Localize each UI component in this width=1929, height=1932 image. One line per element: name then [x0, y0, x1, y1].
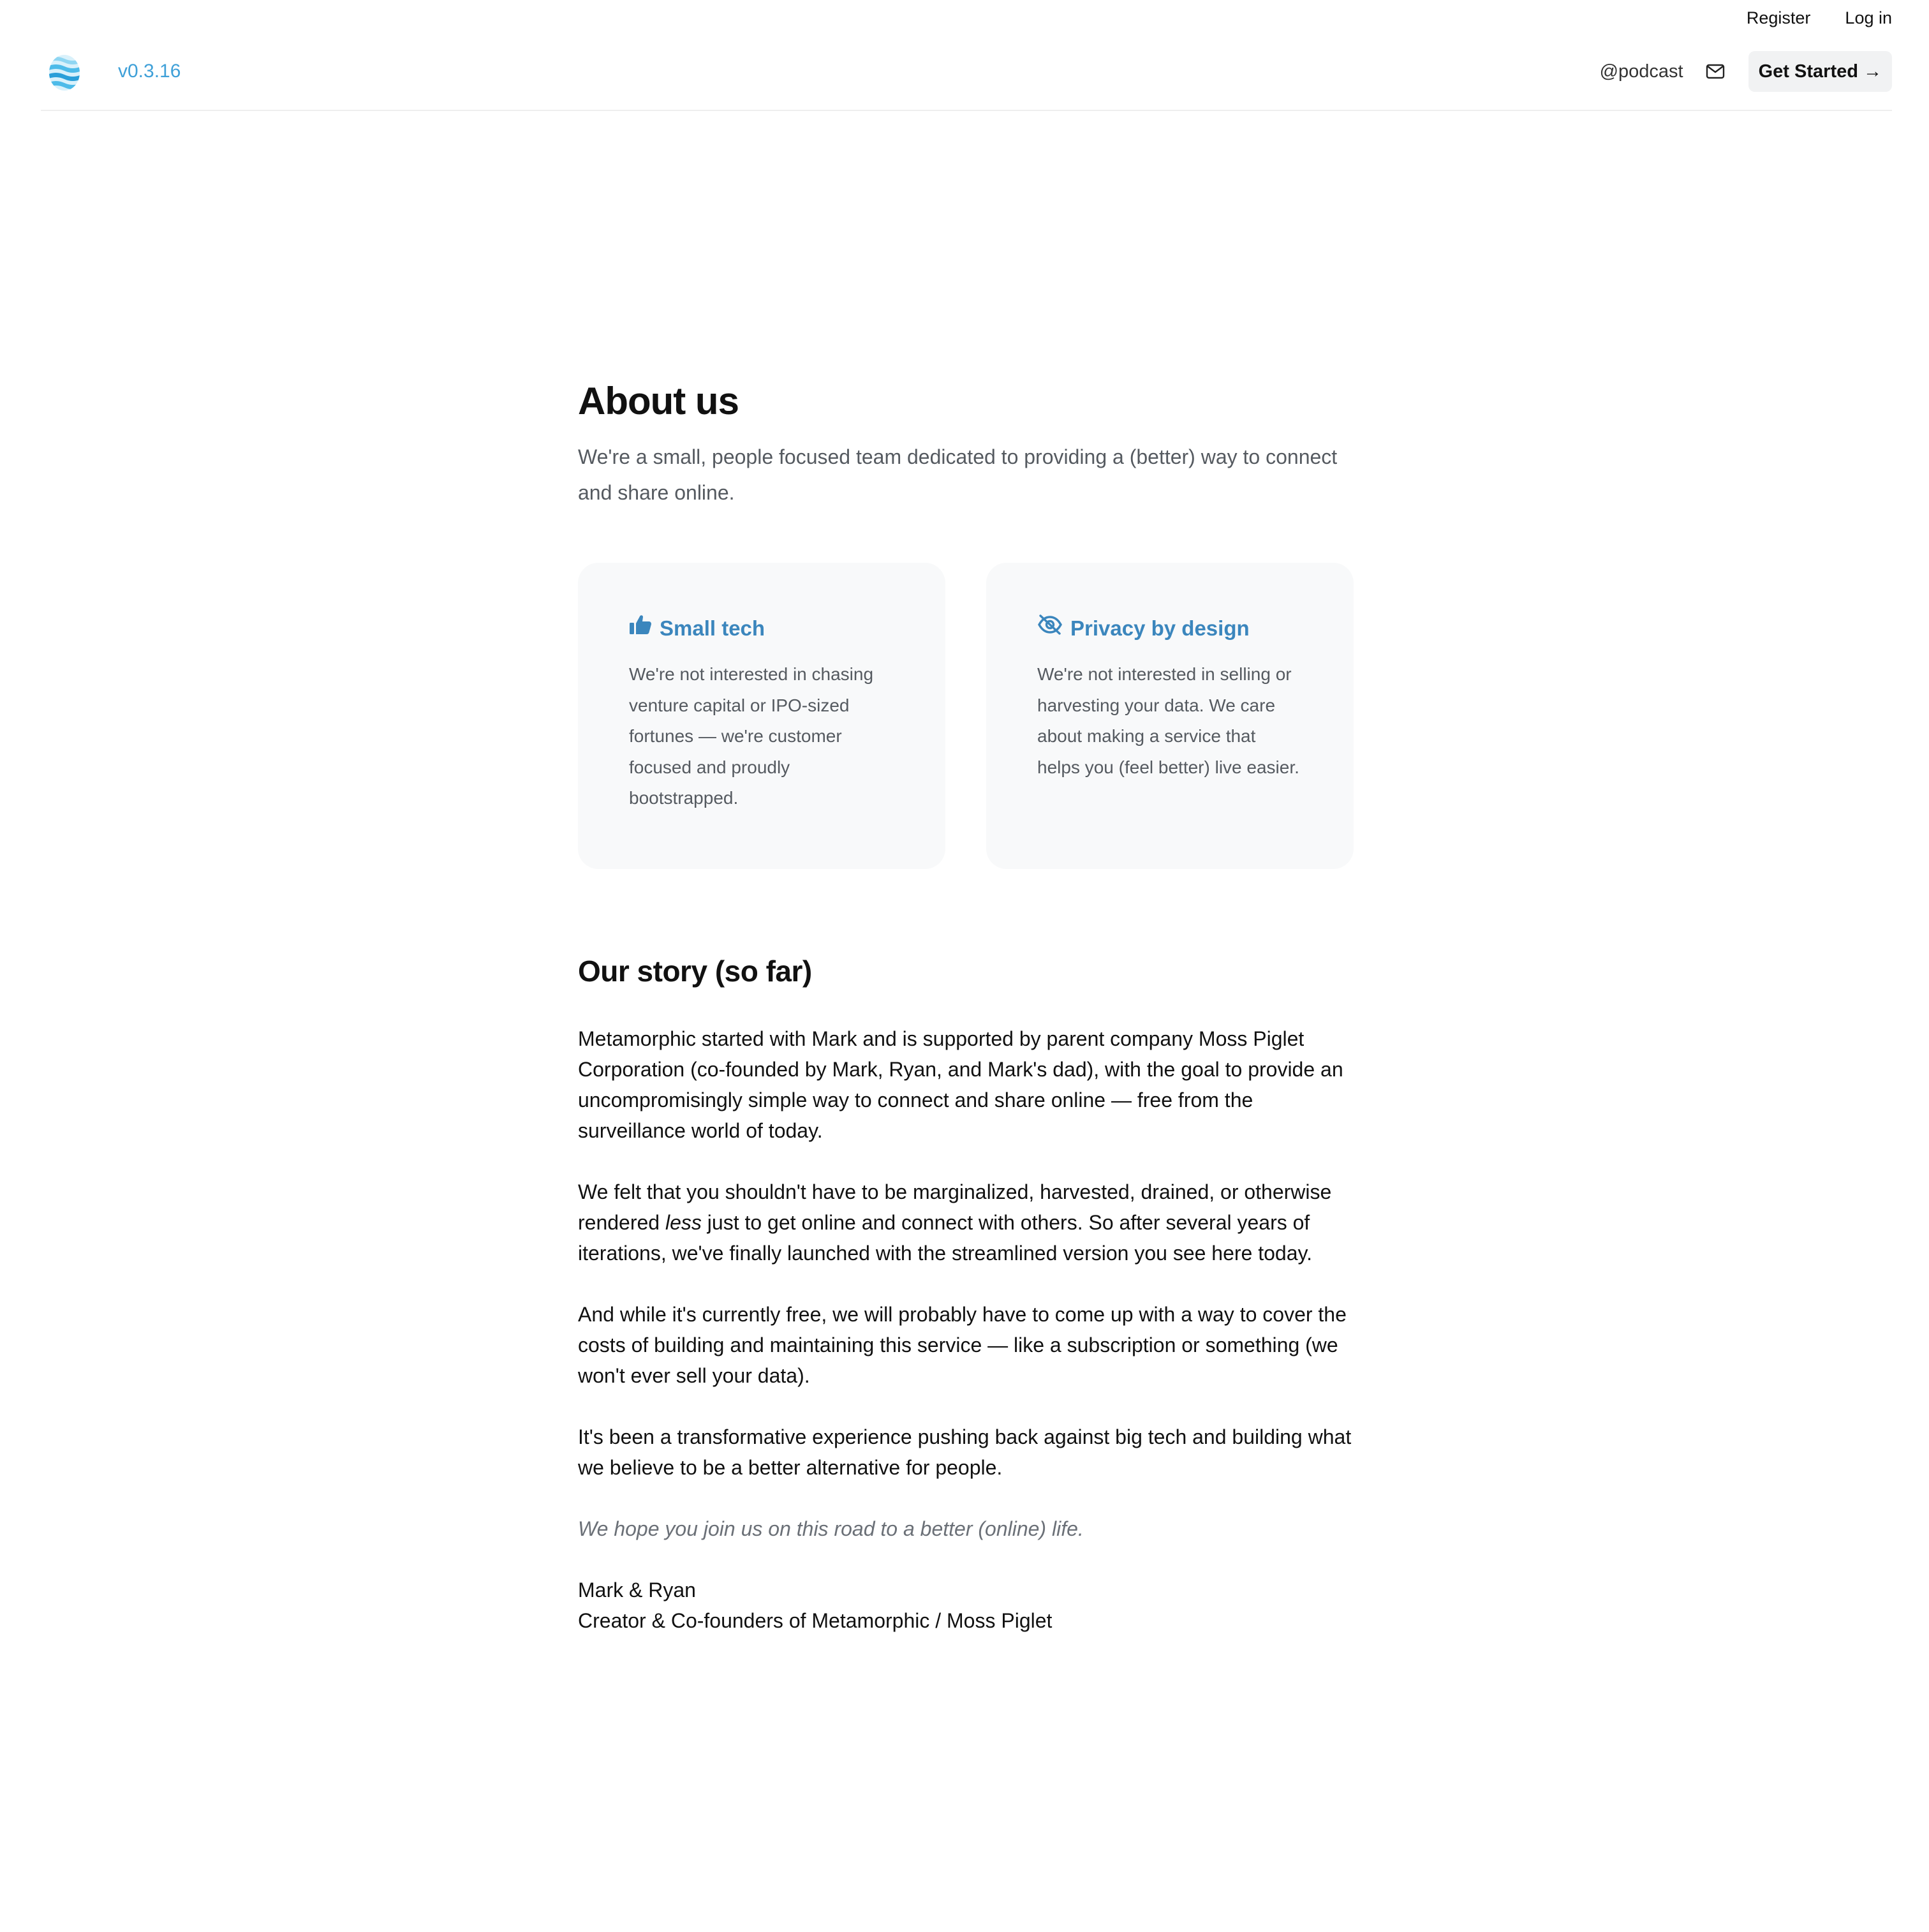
signature-name: Mark & Ryan — [578, 1579, 696, 1601]
get-started-button[interactable]: Get Started → — [1748, 51, 1892, 92]
signature-role: Creator & Co-founders of Metamorphic / Moss Piglet — [578, 1609, 1053, 1632]
story-paragraph-1: Metamorphic started with Mark and is supported by parent company Moss Piglet Corporation (co-founded by Mark, Ryan, and Mark's dad), with the goal to provide an uncompromisingly simple way to connect and share online — free from the surveillance world of today. — [578, 1027, 1343, 1142]
feature-card-small-tech — [578, 563, 945, 869]
signature — [578, 1575, 1359, 1636]
story-paragraph-4: It's been a transformative experience pushing back against big tech and building what we believe to be a better alternative for people. — [578, 1425, 1352, 1479]
card-title: Privacy by design — [1070, 616, 1250, 640]
story-paragraph-2-start: We felt that you shouldn't have to be marginalized, harvested, drained, or otherwise rendered — [578, 1180, 1332, 1234]
story-closing: We hope you join us on this road to a better (online) life. — [578, 1517, 1084, 1540]
story-paragraph-3: And while it's currently free, we will probably have to come up with a way to cover the costs of building and maintaining this service — like a subscription or something (we won't ever sell your data). — [578, 1303, 1347, 1387]
page-subtitle: We're a small, people focused team dedicated to providing a (better) way to connect and share online. — [578, 445, 1338, 504]
eye-slash-icon — [1037, 614, 1063, 643]
page-title: About us — [578, 380, 739, 422]
site-header — [41, 46, 1892, 111]
card-heading — [629, 614, 894, 643]
login-link[interactable]: Log in — [1845, 8, 1892, 27]
story-paragraph-2 — [578, 1177, 1359, 1268]
card-text: We're not interested in chasing venture capital or IPO-sized fortunes — we're customer focused and proudly bootstrapped. — [629, 664, 874, 808]
version-link[interactable]: v0.3.16 — [118, 61, 181, 82]
card-text: We're not interested in selling or harvesting your data. We care about making a service that helps you (feel better) live easier. — [1037, 664, 1299, 777]
logo-icon[interactable] — [47, 54, 82, 92]
card-title: Small tech — [660, 616, 765, 640]
header-actions — [1600, 51, 1892, 92]
auth-links — [1747, 5, 1892, 31]
thumbs-up-icon — [629, 614, 652, 643]
card-heading — [1037, 614, 1303, 643]
story-title: Our story (so far) — [578, 955, 812, 988]
about-content — [578, 373, 1359, 1636]
feature-card-privacy — [986, 563, 1354, 869]
mail-icon[interactable] — [1704, 60, 1727, 83]
story-paragraph-2-emphasis: less — [665, 1211, 702, 1234]
story-paragraph-2-end: just to get online and connect with others. So after several years of iterations, we've finally launched with the streamlined version you see here today. — [578, 1211, 1313, 1265]
feature-cards — [578, 563, 1359, 869]
story-section — [578, 1023, 1359, 1636]
register-link[interactable]: Register — [1746, 8, 1811, 27]
podcast-link[interactable]: @podcast — [1599, 61, 1683, 82]
